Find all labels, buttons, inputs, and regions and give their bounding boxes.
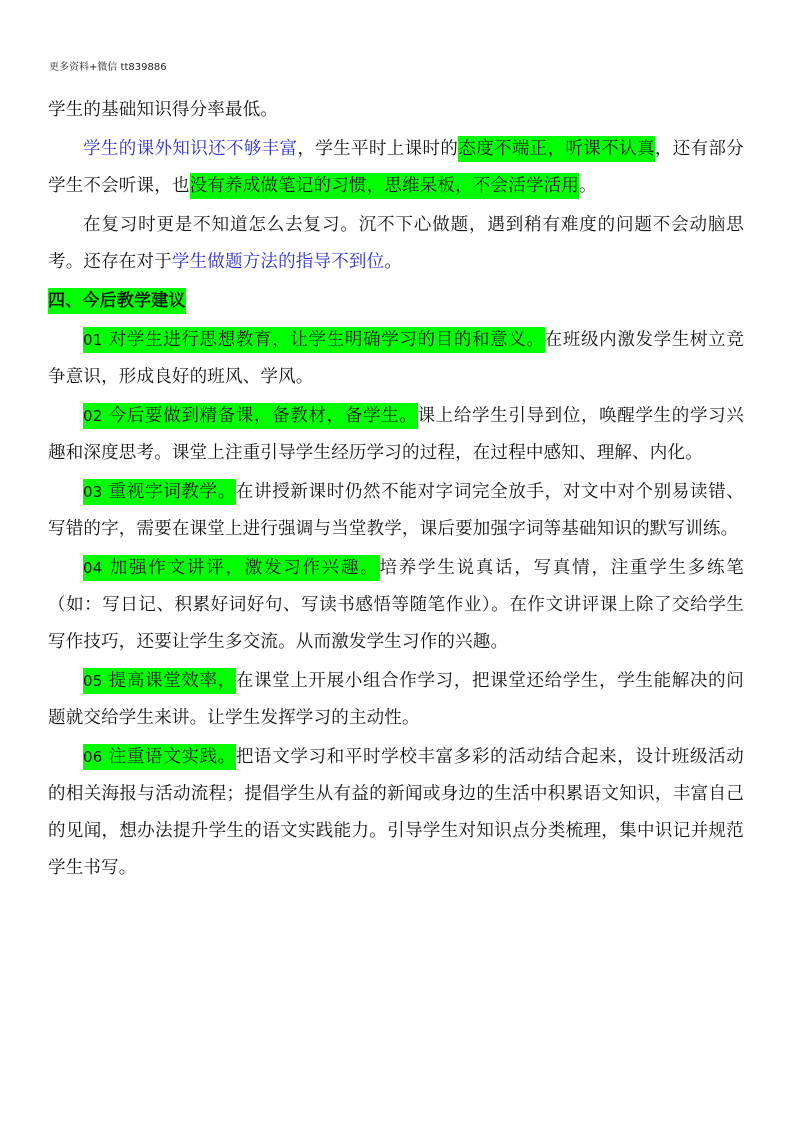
paragraph-problems: 学生的课外知识还不够丰富，学生平时上课时的态度不端正，听课不认真，还有部分学生不会听课，也没有养成做笔记的习惯，思维呆板，不会活学活用。 bbox=[48, 131, 744, 205]
suggestion-item: 03 重视字词教学。在讲授新课时仍然不能对字词完全放手，对文中对个别易读错、写错的字，需要在课堂上进行强调与当堂教学，课后要加强字词等基础知识的默写训练。 bbox=[48, 474, 744, 548]
item-number: 06 bbox=[83, 748, 103, 766]
highlight-text: 态度不端正，听课不认真 bbox=[458, 136, 655, 162]
paragraph-review: 在复习时更是不知道怎么去复习。沉不下心做题，遇到稍有难度的问题不会动脑思考。还存在对于学生做题方法的指导不到位。 bbox=[48, 215, 744, 272]
highlight-text: 没有养成做笔记的习惯，思维呆板，不会活学活用 bbox=[190, 173, 579, 199]
item-number: 04 bbox=[83, 559, 103, 577]
highlight-text: 03 重视字词教学。 bbox=[83, 479, 236, 505]
highlight-text: 04 加强作文讲评，激发习作兴趣。 bbox=[83, 555, 380, 581]
item-number: 02 bbox=[83, 407, 103, 425]
highlight-text: 05 提高课堂效率， bbox=[83, 668, 236, 694]
header-note: 更多资料+微信 tt839886 bbox=[49, 62, 167, 73]
blue-text: 学生的课外知识还不够丰富 bbox=[83, 139, 298, 159]
section-heading: 四、今后教学建议 bbox=[48, 283, 744, 320]
suggestion-item: 01 对学生进行思想教育，让学生明确学习的目的和意义。在班级内激发学生树立竞争意识，形成良好的班风、学风。 bbox=[48, 322, 744, 396]
suggestion-item: 04 加强作文讲评，激发习作兴趣。培养学生说真话，写真情，注重学生多练笔（如：写日记、积累好词好句、写读书感悟等随笔作业）。在作文讲评课上除了交给学生写作技巧，还要让学生多交流。从而激发学生习作的兴趣。 bbox=[48, 550, 744, 661]
item-number: 05 bbox=[83, 672, 103, 690]
paragraph-continuation: 学生的基础知识得分率最低。 bbox=[48, 100, 279, 120]
item-number: 01 bbox=[83, 331, 103, 349]
suggestion-list bbox=[48, 322, 744, 889]
suggestion-item: 02 今后要做到精备课，备教材，备学生。课上给学生引导到位，唤醒学生的学习兴趣和深度思考。课堂上注重引导学生经历学习的过程，在过程中感知、理解、内化。 bbox=[48, 398, 744, 472]
highlight-text: 02 今后要做到精备课，备教材，备学生。 bbox=[83, 403, 418, 429]
suggestion-item: 06 注重语文实践。把语文学习和平时学校丰富多彩的活动结合起来，设计班级活动的相关海报与活动流程；提倡学生从有益的新闻或身边的生活中积累语文知识，丰富自己的见闻，想办法提升学生的语文实践能力。引导学生对知识点分类梳理，集中识记并规范学生书写。 bbox=[48, 739, 744, 887]
item-number: 03 bbox=[83, 483, 103, 501]
highlight-text: 01 对学生进行思想教育，让学生明确学习的目的和意义。 bbox=[83, 327, 545, 353]
suggestion-item: 05 提高课堂效率，在课堂上开展小组合作学习，把课堂还给学生，学生能解决的问题就交给学生来讲。让学生发挥学习的主动性。 bbox=[48, 663, 744, 737]
blue-text: 学生做题方法的指导不到位 bbox=[171, 252, 385, 272]
highlight-text: 06 注重语文实践。 bbox=[83, 744, 236, 770]
document-body bbox=[48, 92, 744, 889]
